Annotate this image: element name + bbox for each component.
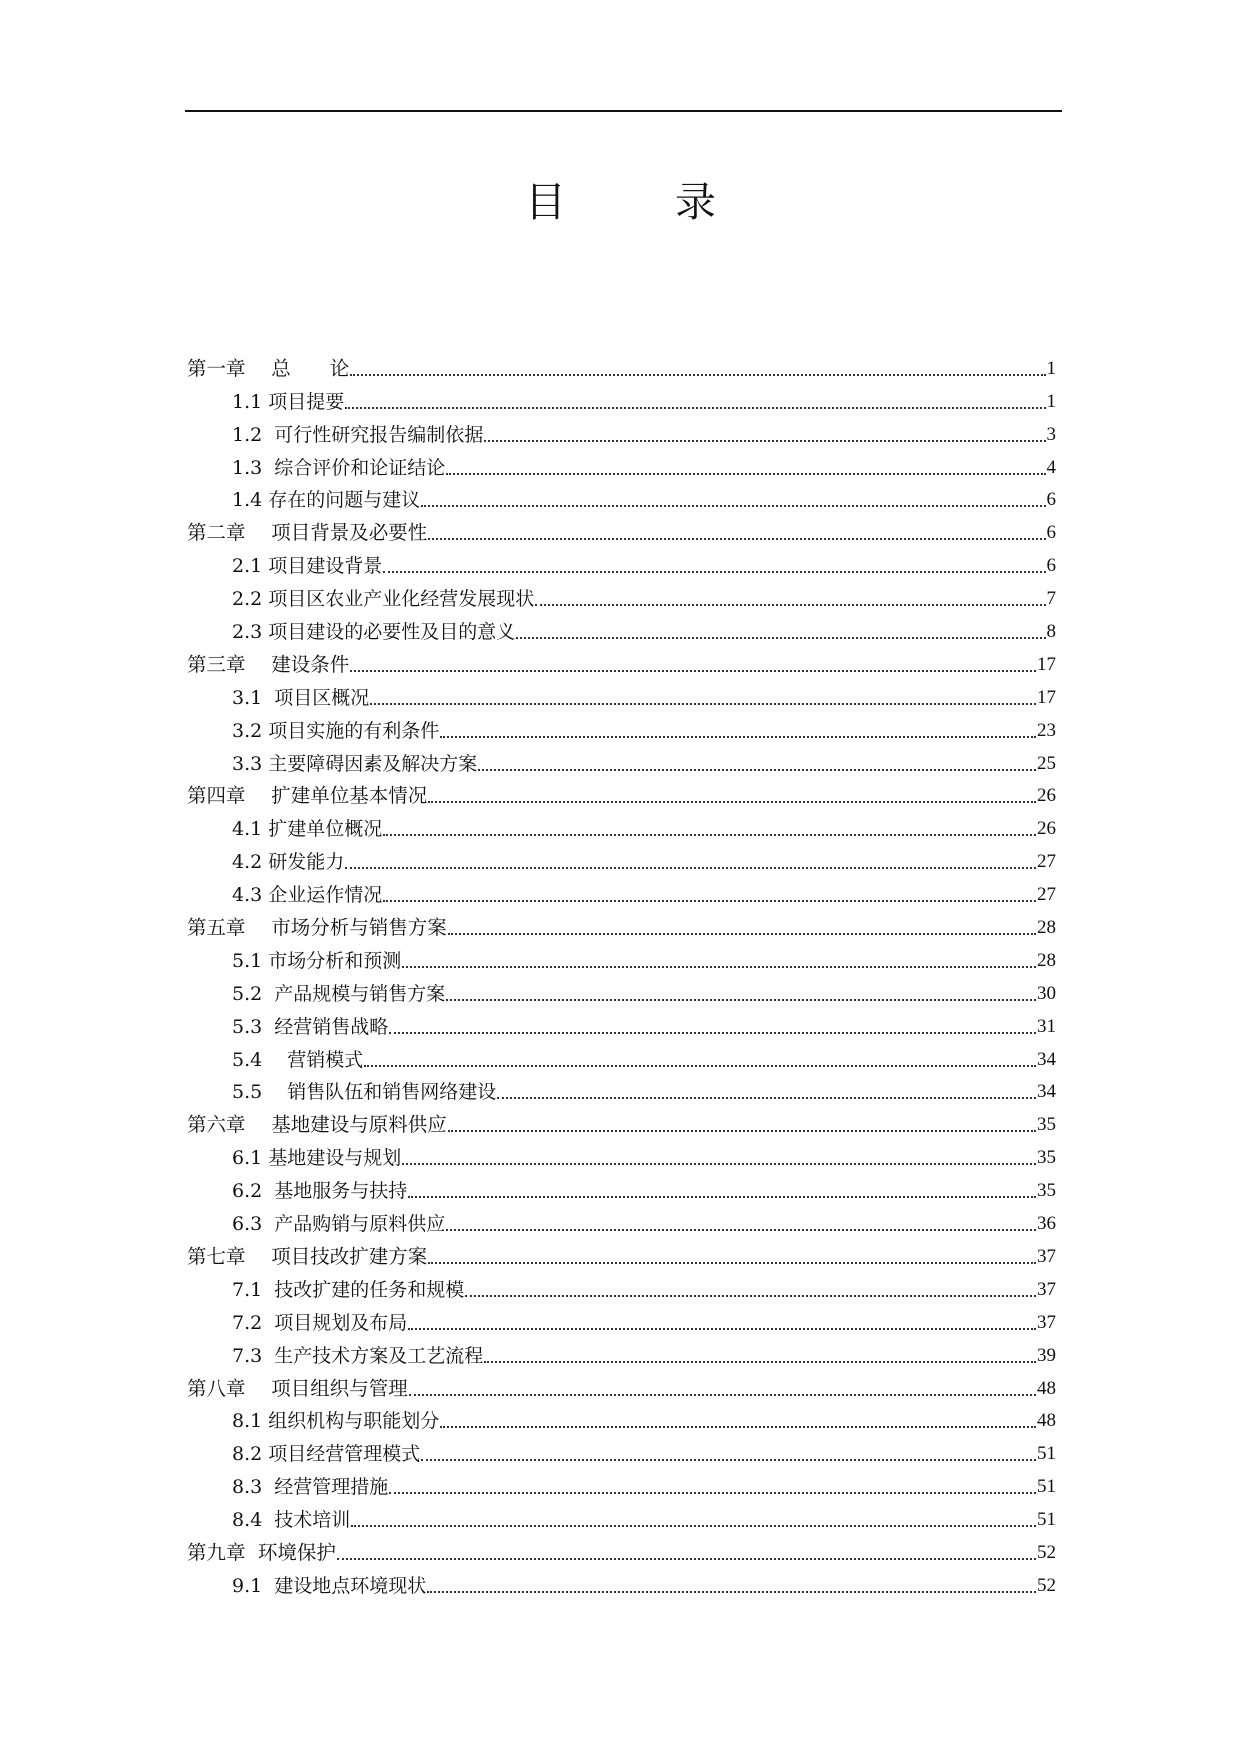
dot-leader — [427, 1591, 1036, 1593]
toc-entry-title: 6.3 产品购销与原料供应 — [232, 1213, 446, 1236]
toc-page-number: 48 — [1037, 1410, 1056, 1432]
toc-page-number: 27 — [1037, 851, 1056, 873]
dot-leader — [448, 933, 1036, 935]
toc-page-number: 26 — [1037, 785, 1056, 807]
toc-section-entry[interactable] — [187, 1433, 1056, 1466]
dot-leader — [421, 505, 1045, 507]
toc-page-number: 23 — [1037, 719, 1056, 741]
dot-leader — [446, 1229, 1036, 1231]
toc-entry-title: 第一章 总 论 — [187, 356, 350, 380]
toc-page-number: 1 — [1046, 390, 1056, 412]
toc-page-number: 6 — [1046, 489, 1056, 511]
toc-page-number: 6 — [1046, 555, 1056, 577]
toc-section-entry[interactable] — [187, 710, 1056, 743]
toc-entry-title: 1.4 存在的问题与建议 — [232, 489, 421, 512]
toc-section-entry[interactable] — [187, 1401, 1056, 1434]
dot-leader — [350, 374, 1045, 376]
toc-section-entry[interactable] — [187, 808, 1056, 841]
toc-page-number: 37 — [1037, 1245, 1056, 1267]
toc-chapter-entry[interactable] — [187, 644, 1056, 677]
toc-page-number: 35 — [1037, 1147, 1056, 1169]
toc-page-number: 35 — [1037, 1114, 1056, 1136]
toc-page-number: 7 — [1046, 588, 1056, 610]
toc-page-number: 36 — [1037, 1213, 1056, 1235]
toc-page-number: 39 — [1037, 1344, 1056, 1366]
dot-leader — [421, 1459, 1036, 1461]
toc-entry-title: 第三章 建设条件 — [187, 652, 350, 676]
toc-page-number: 51 — [1037, 1509, 1056, 1531]
toc-section-entry[interactable] — [187, 1072, 1056, 1105]
toc-page-number: 27 — [1037, 884, 1056, 906]
toc-page-number: 1 — [1046, 357, 1056, 379]
toc-section-entry[interactable] — [187, 545, 1056, 578]
toc-entry-title: 1.3 综合评价和论证结论 — [232, 456, 446, 479]
toc-section-entry[interactable] — [187, 1137, 1056, 1170]
dot-leader — [345, 867, 1036, 869]
toc-section-entry[interactable] — [187, 414, 1056, 447]
dot-leader — [484, 1361, 1036, 1363]
toc-section-entry[interactable] — [187, 381, 1056, 414]
toc-entry-title: 7.2 项目规划及布局 — [232, 1311, 408, 1334]
dot-leader — [516, 637, 1045, 639]
dot-leader — [383, 900, 1036, 902]
toc-entry-title: 8.3 经营管理措施 — [232, 1476, 389, 1499]
toc-chapter-entry[interactable] — [187, 1236, 1056, 1269]
dot-leader — [389, 1032, 1036, 1034]
toc-section-entry[interactable] — [187, 874, 1056, 907]
toc-entry-title: 2.2 项目区农业产业化经营发展现状 — [232, 588, 535, 611]
toc-section-entry[interactable] — [187, 447, 1056, 480]
dot-leader — [484, 440, 1045, 442]
page-title: 目 录 — [525, 178, 750, 226]
toc-entry-title: 3.3 主要障碍因素及解决方案 — [232, 752, 478, 775]
toc-page-number: 28 — [1037, 949, 1056, 971]
dot-leader — [383, 571, 1045, 573]
dot-leader — [428, 801, 1036, 803]
toc-section-entry[interactable] — [187, 1170, 1056, 1203]
toc-page-number: 34 — [1037, 1048, 1056, 1070]
toc-section-entry[interactable] — [187, 578, 1056, 611]
toc-page-number: 30 — [1037, 982, 1056, 1004]
dot-leader — [345, 407, 1045, 409]
dot-leader — [364, 1065, 1036, 1067]
toc-section-entry[interactable] — [187, 1565, 1056, 1598]
toc-entry-title: 7.1 技改扩建的任务和规模 — [232, 1278, 465, 1301]
toc-entry-title: 第五章 市场分析与销售方案 — [187, 916, 447, 940]
toc-page-number: 6 — [1046, 522, 1056, 544]
dot-leader — [446, 999, 1036, 1001]
toc-entry-title: 第九章 环境保护 — [187, 1540, 336, 1564]
toc-entry-title: 6.1 基地建设与规划 — [232, 1147, 402, 1170]
toc-section-entry[interactable] — [187, 480, 1056, 513]
dot-leader — [409, 1394, 1036, 1396]
dot-leader — [402, 966, 1036, 968]
toc-chapter-entry[interactable] — [187, 1368, 1056, 1401]
toc-entry-title: 3.1 项目区概况 — [232, 686, 370, 709]
dot-leader — [337, 1558, 1036, 1560]
dot-leader — [440, 1426, 1036, 1428]
toc-chapter-entry[interactable] — [187, 1532, 1056, 1565]
toc-entry-title: 第七章 项目技改扩建方案 — [187, 1244, 428, 1268]
dot-leader — [535, 604, 1045, 606]
toc-entry-title: 2.1 项目建设背景 — [232, 555, 383, 578]
toc-entry-title: 1.1 项目提要 — [232, 390, 345, 413]
dot-leader — [351, 1525, 1036, 1527]
toc-section-entry[interactable] — [187, 1006, 1056, 1039]
toc-chapter-entry[interactable] — [187, 907, 1056, 940]
toc-chapter-entry[interactable] — [187, 512, 1056, 545]
toc-page-number: 31 — [1037, 1015, 1056, 1037]
dot-leader — [465, 1295, 1036, 1297]
toc-section-entry[interactable] — [187, 1335, 1056, 1368]
toc-entry-title: 4.3 企业运作情况 — [232, 884, 383, 907]
toc-entry-title: 3.2 项目实施的有利条件 — [232, 719, 440, 742]
toc-entry-title: 第六章 基地建设与原料供应 — [187, 1113, 447, 1137]
toc-section-entry[interactable] — [187, 611, 1056, 644]
toc-section-entry[interactable] — [187, 743, 1056, 776]
toc-entry-title: 8.4 技术培训 — [232, 1509, 351, 1532]
toc-page-number: 28 — [1037, 917, 1056, 939]
toc-page-number: 8 — [1046, 621, 1056, 643]
toc-entry-title: 4.2 研发能力 — [232, 851, 345, 874]
toc-section-entry[interactable] — [187, 1269, 1056, 1302]
toc-entry-title: 6.2 基地服务与扶持 — [232, 1180, 408, 1203]
toc-page-number: 17 — [1037, 653, 1056, 675]
toc-section-entry[interactable] — [187, 841, 1056, 874]
toc-entry-title: 5.1 市场分析和预测 — [232, 949, 402, 972]
table-of-contents — [187, 348, 1056, 1598]
dot-leader — [428, 538, 1045, 540]
header-rule — [185, 110, 1062, 112]
toc-entry-title: 2.3 项目建设的必要性及目的意义 — [232, 621, 516, 644]
dot-leader — [478, 769, 1036, 771]
toc-chapter-entry[interactable] — [187, 348, 1056, 381]
toc-section-entry[interactable] — [187, 1499, 1056, 1532]
toc-page-number: 26 — [1037, 818, 1056, 840]
toc-page-number: 17 — [1037, 686, 1056, 708]
toc-page-number: 25 — [1037, 752, 1056, 774]
dot-leader — [370, 703, 1036, 705]
dot-leader — [446, 473, 1045, 475]
toc-chapter-entry[interactable] — [187, 1104, 1056, 1137]
toc-page-number: 48 — [1037, 1377, 1056, 1399]
toc-entry-title: 第八章 项目组织与管理 — [187, 1376, 408, 1400]
toc-section-entry[interactable] — [187, 677, 1056, 710]
toc-section-entry[interactable] — [187, 940, 1056, 973]
dot-leader — [428, 1262, 1036, 1264]
toc-page-number: 51 — [1037, 1476, 1056, 1498]
toc-page-number: 34 — [1037, 1081, 1056, 1103]
toc-page-number: 3 — [1046, 423, 1056, 445]
dot-leader — [350, 670, 1036, 672]
dot-leader — [448, 1130, 1036, 1132]
toc-page-number: 37 — [1037, 1278, 1056, 1300]
toc-entry-title: 5.3 经营销售战略 — [232, 1015, 389, 1038]
dot-leader — [408, 1196, 1036, 1198]
toc-page-number: 35 — [1037, 1180, 1056, 1202]
dot-leader — [383, 834, 1036, 836]
toc-entry-title: 4.1 扩建单位概况 — [232, 818, 383, 841]
toc-entry-title: 第二章 项目背景及必要性 — [187, 521, 428, 545]
toc-entry-title: 5.4 营销模式 — [232, 1048, 364, 1071]
dot-leader — [497, 1097, 1036, 1099]
toc-section-entry[interactable] — [187, 973, 1056, 1006]
toc-entry-title: 5.2 产品规模与销售方案 — [232, 982, 446, 1005]
toc-page-number: 52 — [1037, 1574, 1056, 1596]
toc-entry-title: 8.2 项目经营管理模式 — [232, 1443, 421, 1466]
toc-entry-title: 9.1 建设地点环境现状 — [232, 1574, 427, 1597]
toc-entry-title: 第四章 扩建单位基本情况 — [187, 784, 428, 808]
dot-leader — [408, 1328, 1036, 1330]
toc-section-entry[interactable] — [187, 1039, 1056, 1072]
dot-leader — [389, 1492, 1036, 1494]
toc-page-number: 52 — [1037, 1541, 1056, 1563]
toc-section-entry[interactable] — [187, 1466, 1056, 1499]
toc-section-entry[interactable] — [187, 1302, 1056, 1335]
toc-entry-title: 7.3 生产技术方案及工艺流程 — [232, 1344, 484, 1367]
toc-entry-title: 8.1 组织机构与职能划分 — [232, 1410, 440, 1433]
toc-page-number: 37 — [1037, 1311, 1056, 1333]
toc-chapter-entry[interactable] — [187, 776, 1056, 809]
dot-leader — [402, 1163, 1036, 1165]
toc-entry-title: 5.5 销售队伍和销售网络建设 — [232, 1081, 497, 1104]
toc-page-number: 51 — [1037, 1443, 1056, 1465]
toc-section-entry[interactable] — [187, 1203, 1056, 1236]
toc-page-number: 4 — [1046, 456, 1056, 478]
dot-leader — [440, 736, 1036, 738]
toc-entry-title: 1.2 可行性研究报告编制依据 — [232, 423, 484, 446]
